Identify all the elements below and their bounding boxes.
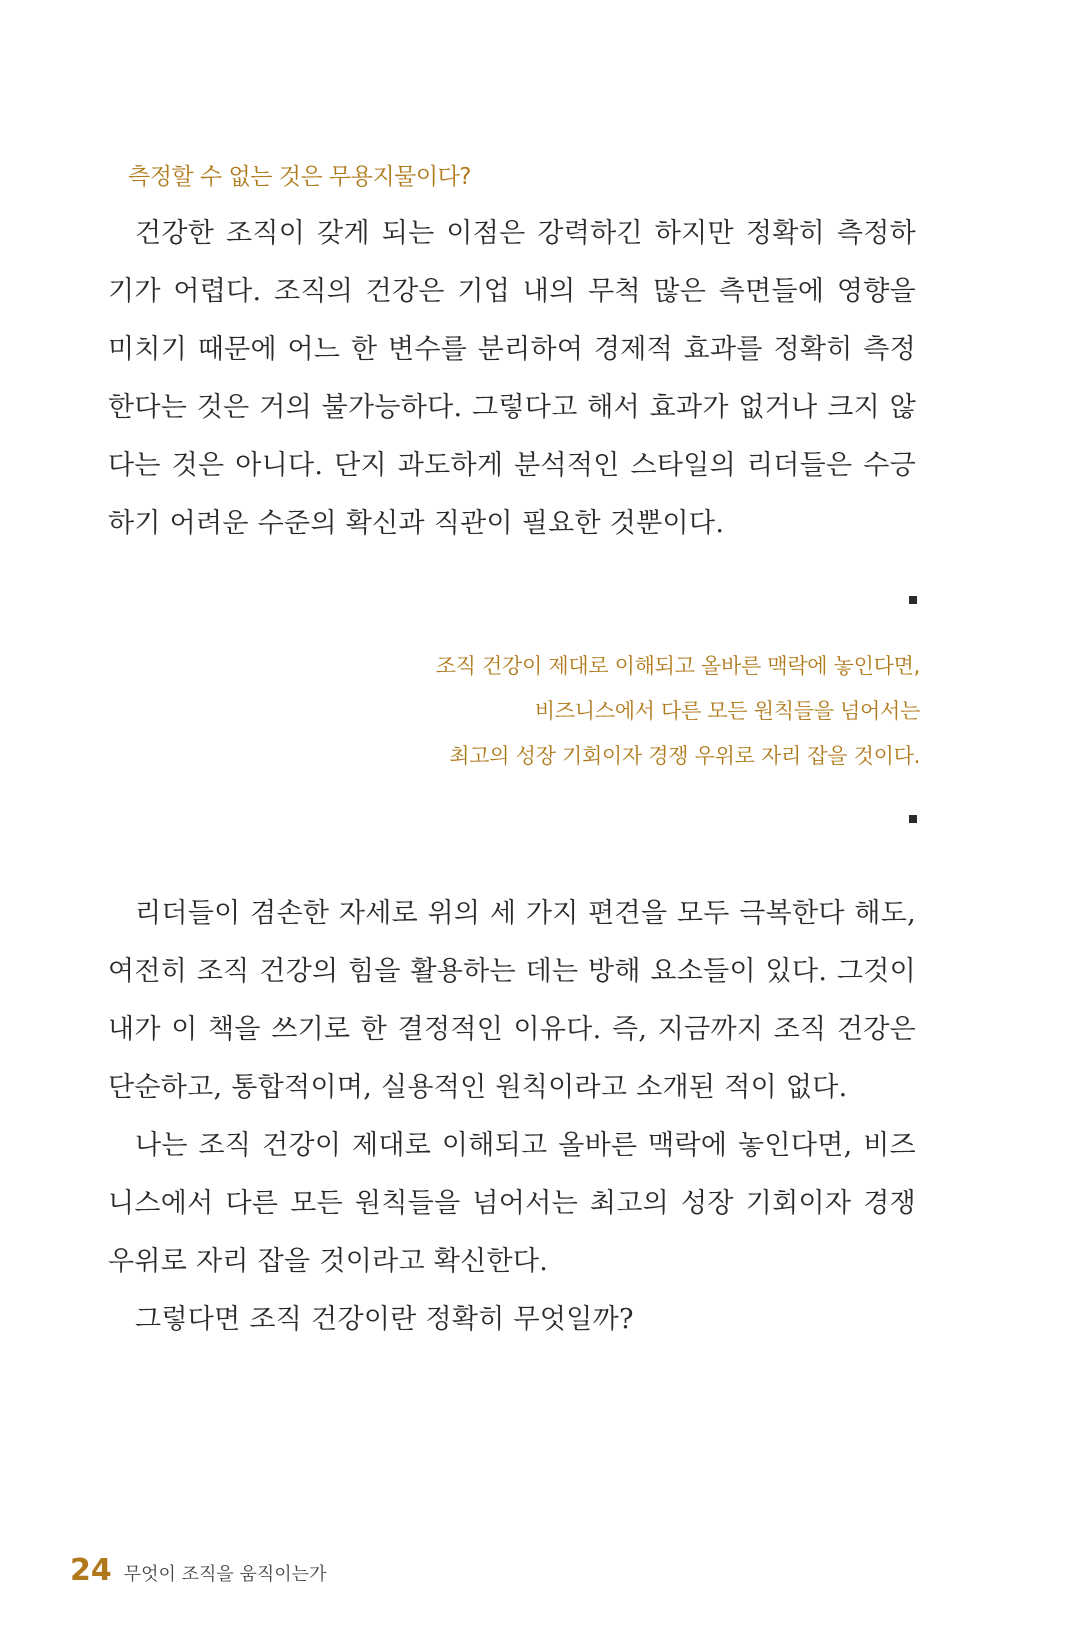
running-title: 무엇이 조직을 움직이는가 bbox=[123, 1564, 327, 1585]
paragraph: 리더들이 겸손한 자세로 위의 세 가지 편견을 모두 극복한다 해도, 여전히 조직 건강의 힘을 활용하는 데는 방해 요소들이 있다. 그것이 내가 이 책을 쓰기로 한 결정적인 이유다. 즉, 지금까지 조직 건강은 단순하고, 통합적이며, 실용적인 원칙이라고 소개된 적이 없다. bbox=[108, 898, 916, 1103]
paragraph: 그렇다면 조직 건강이란 정확히 무엇일까? bbox=[135, 1304, 634, 1335]
body-text-bottom bbox=[108, 885, 916, 1349]
pullquote-line: 비즈니스에서 다른 모든 원칙들을 넘어서는 bbox=[534, 699, 920, 723]
pullquote-line: 조직 건강이 제대로 이해되고 올바른 맥락에 놓인다면, bbox=[435, 654, 920, 678]
paragraph: 건강한 조직이 갖게 되는 이점은 강력하긴 하지만 정확히 측정하기가 어렵다. 조직의 건강은 기업 내의 무척 많은 측면들에 영향을 미치기 때문에 어느 한 변수를 분리하여 경제적 효과를 정확히 측정한다는 것은 거의 불가능하다. 그렇다고 해서 효과가 없거나 크지 않다는 것은 아니다. 단지 과도하게 분석적인 스타일의 리더들은 수긍하기 어려운 수준의 확신과 직관이 필요한 것뿐이다. bbox=[108, 218, 916, 539]
pullquote-line: 최고의 성장 기회이자 경쟁 우위로 자리 잡을 것이다. bbox=[449, 744, 920, 768]
body-text-top bbox=[108, 205, 916, 553]
section-heading: 측정할 수 없는 것은 무용지물이다? bbox=[128, 164, 472, 190]
pullquote bbox=[220, 644, 920, 779]
page-footer bbox=[70, 1553, 326, 1588]
square-bullet-bottom bbox=[909, 815, 917, 823]
square-bullet-top bbox=[909, 596, 917, 604]
page-number: 24 bbox=[70, 1553, 112, 1588]
paragraph: 나는 조직 건강이 제대로 이해되고 올바른 맥락에 놓인다면, 비즈니스에서 다른 모든 원칙들을 넘어서는 최고의 성장 기회이자 경쟁 우위로 자리 잡을 것이라고 확신한다. bbox=[108, 1130, 916, 1277]
